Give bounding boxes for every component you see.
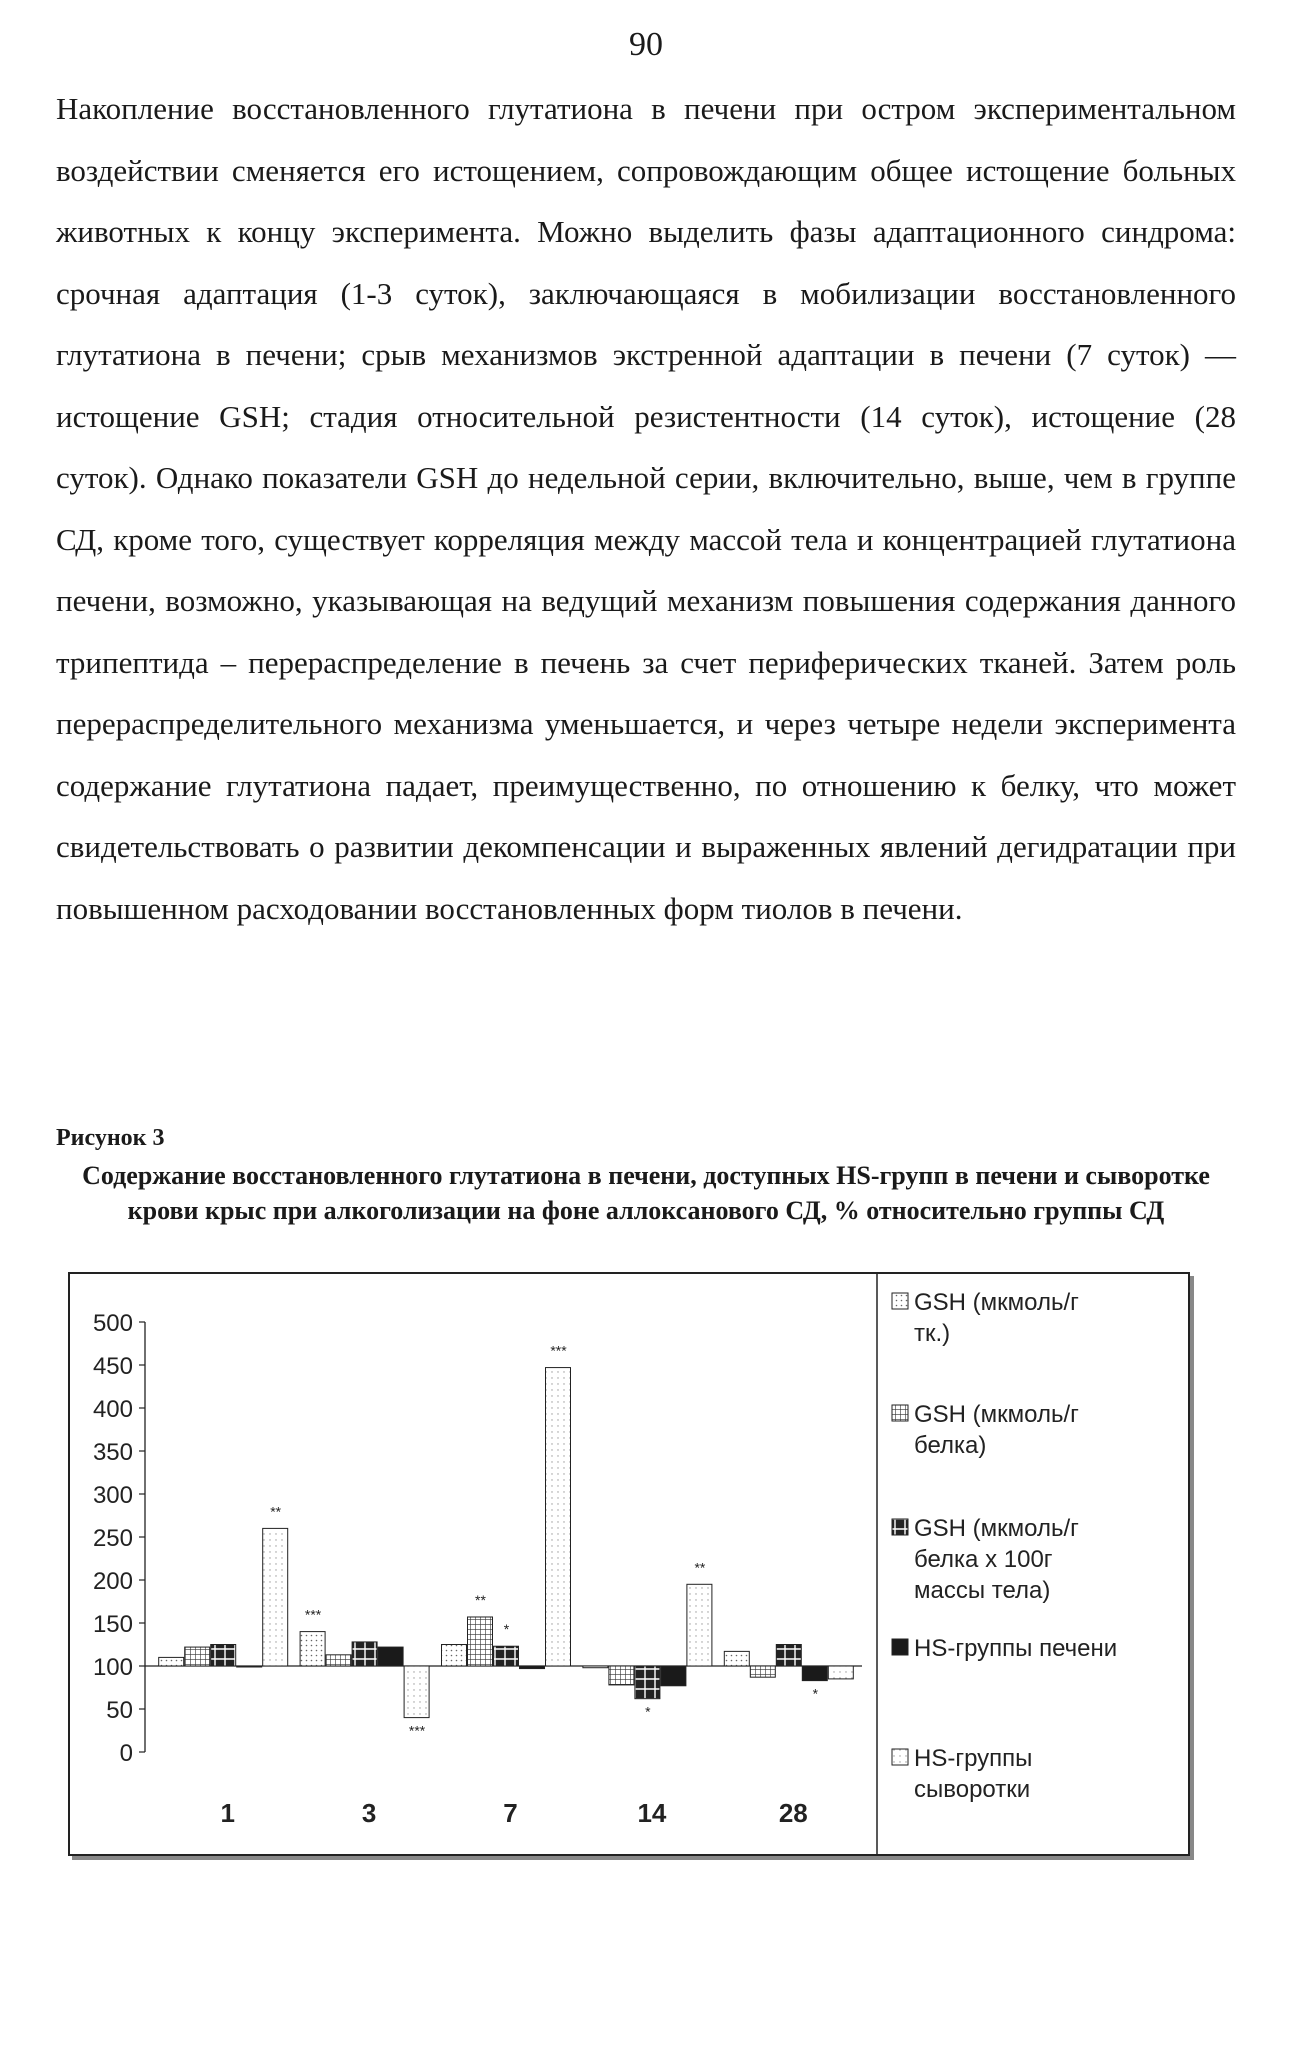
bar-28-series-5 — [828, 1666, 853, 1679]
bar-14-series-1 — [583, 1666, 608, 1668]
legend-swatch-2 — [892, 1405, 908, 1421]
significance-marker: ** — [694, 1559, 706, 1576]
y-tick-label: 150 — [92, 1611, 133, 1638]
bar-7-series-4 — [520, 1666, 545, 1669]
y-tick-label: 450 — [92, 1353, 133, 1380]
significance-marker: * — [645, 1703, 651, 1720]
bar-28-series-1 — [724, 1651, 749, 1666]
bar-7-series-2 — [468, 1617, 493, 1666]
x-tick-label: 3 — [361, 1798, 377, 1828]
legend-swatch-4 — [892, 1639, 908, 1655]
bar-14-series-3 — [635, 1666, 660, 1699]
bar-1-series-5 — [263, 1528, 288, 1666]
legend-label-3: GSH (мкмоль/г белка х 100г массы тела) — [914, 1515, 1079, 1604]
y-tick-label: 400 — [92, 1396, 133, 1423]
figure-caption: Содержание восстановленного глутатиона в печени, доступных HS-групп в печени и сыворотке крови крыс при алкоголизации на фоне аллоксанового СД, % относительно группы СД — [82, 1161, 1210, 1225]
legend-swatch-3 — [892, 1519, 908, 1535]
legend-label-5: HS-группы сыворотки — [914, 1745, 1033, 1803]
chart-frame — [68, 1272, 1190, 1856]
figure-label: Рисунок 3 — [56, 1125, 165, 1151]
bar-14-series-4 — [661, 1666, 686, 1686]
body-text — [56, 78, 1236, 939]
significance-marker: ** — [270, 1503, 282, 1520]
legend-label-1: GSH (мкмоль/г тк.) — [914, 1289, 1079, 1347]
y-tick-label: 300 — [92, 1482, 133, 1509]
legend-label-4: HS-группы печени — [914, 1635, 1118, 1662]
bar-28-series-2 — [750, 1666, 775, 1677]
bar-1-series-2 — [185, 1647, 210, 1666]
bar-3-series-1 — [300, 1632, 325, 1666]
page-number: 90 — [629, 26, 663, 63]
bar-chart — [70, 1274, 1188, 1854]
bar-3-series-3 — [352, 1642, 377, 1666]
significance-marker: *** — [550, 1342, 567, 1359]
bar-7-series-5 — [546, 1368, 571, 1666]
y-tick-label: 200 — [92, 1568, 133, 1595]
x-tick-label: 28 — [778, 1798, 808, 1828]
legend-label-2: GSH (мкмоль/г белка) — [914, 1401, 1079, 1459]
bar-7-series-1 — [442, 1645, 467, 1667]
bar-7-series-3 — [494, 1646, 519, 1666]
y-tick-label: 100 — [92, 1654, 133, 1681]
significance-marker: ** — [475, 1591, 486, 1608]
y-tick-label: 250 — [92, 1525, 133, 1552]
legend-swatch-5 — [892, 1749, 908, 1765]
bar-14-series-2 — [609, 1666, 634, 1685]
bar-28-series-4 — [802, 1666, 827, 1681]
y-tick-label: 350 — [92, 1439, 133, 1466]
x-tick-label: 7 — [503, 1798, 518, 1828]
body-paragraph: Накопление восстановленного глутатиона в печени при остром экспериментальном воздействии сменяется его истощением, сопровождающим общее истощение больных животных к концу эксперимента. Можно выделить фазы адаптационного синдрома: срочная адаптация (1-3 суток), заключающаяся в мобилизации восстановленного глутатиона в печени; срыв механизмов экстренной адаптации в печени (7 суток) — истощение GSH; стадия относительной резистентности (14 суток), истощение (28 суток). Однако показатели GSH до недельной серии, включительно, выше, чем в группе СД, кроме того, существует корреляция между массой тела и концентрацией глутатиона печени, возможно, указывающая на ведущий механизм повышения содержания данного трипептида – перераспределение в печень за счет периферических тканей. Затем роль перераспределительного механизма уменьшается, и через четыре недели эксперимента содержание глутатиона падает, преимущественно, по отношению к белку, что может свидетельствовать о развитии декомпенсации и выраженных явлений дегидратации при повышенном расходовании восстановленных форм тиолов в печени. — [56, 91, 1236, 926]
y-tick-label: 0 — [119, 1740, 133, 1767]
bar-3-series-2 — [326, 1655, 351, 1666]
bar-14-series-5 — [687, 1584, 712, 1666]
x-tick-label: 14 — [637, 1798, 667, 1828]
y-tick-label: 500 — [92, 1310, 133, 1337]
significance-marker: *** — [408, 1722, 426, 1739]
bar-1-series-4 — [237, 1666, 262, 1667]
y-tick-label: 50 — [106, 1697, 133, 1724]
bar-1-series-1 — [159, 1657, 184, 1666]
legend-swatch-1 — [892, 1293, 908, 1309]
bar-1-series-3 — [211, 1645, 236, 1667]
significance-marker: * — [812, 1685, 819, 1702]
bar-3-series-4 — [378, 1647, 403, 1666]
bar-3-series-5 — [404, 1666, 429, 1718]
significance-marker: * — [503, 1621, 510, 1638]
x-tick-label: 1 — [220, 1798, 235, 1828]
significance-marker: *** — [304, 1606, 322, 1623]
bar-28-series-3 — [776, 1645, 801, 1667]
